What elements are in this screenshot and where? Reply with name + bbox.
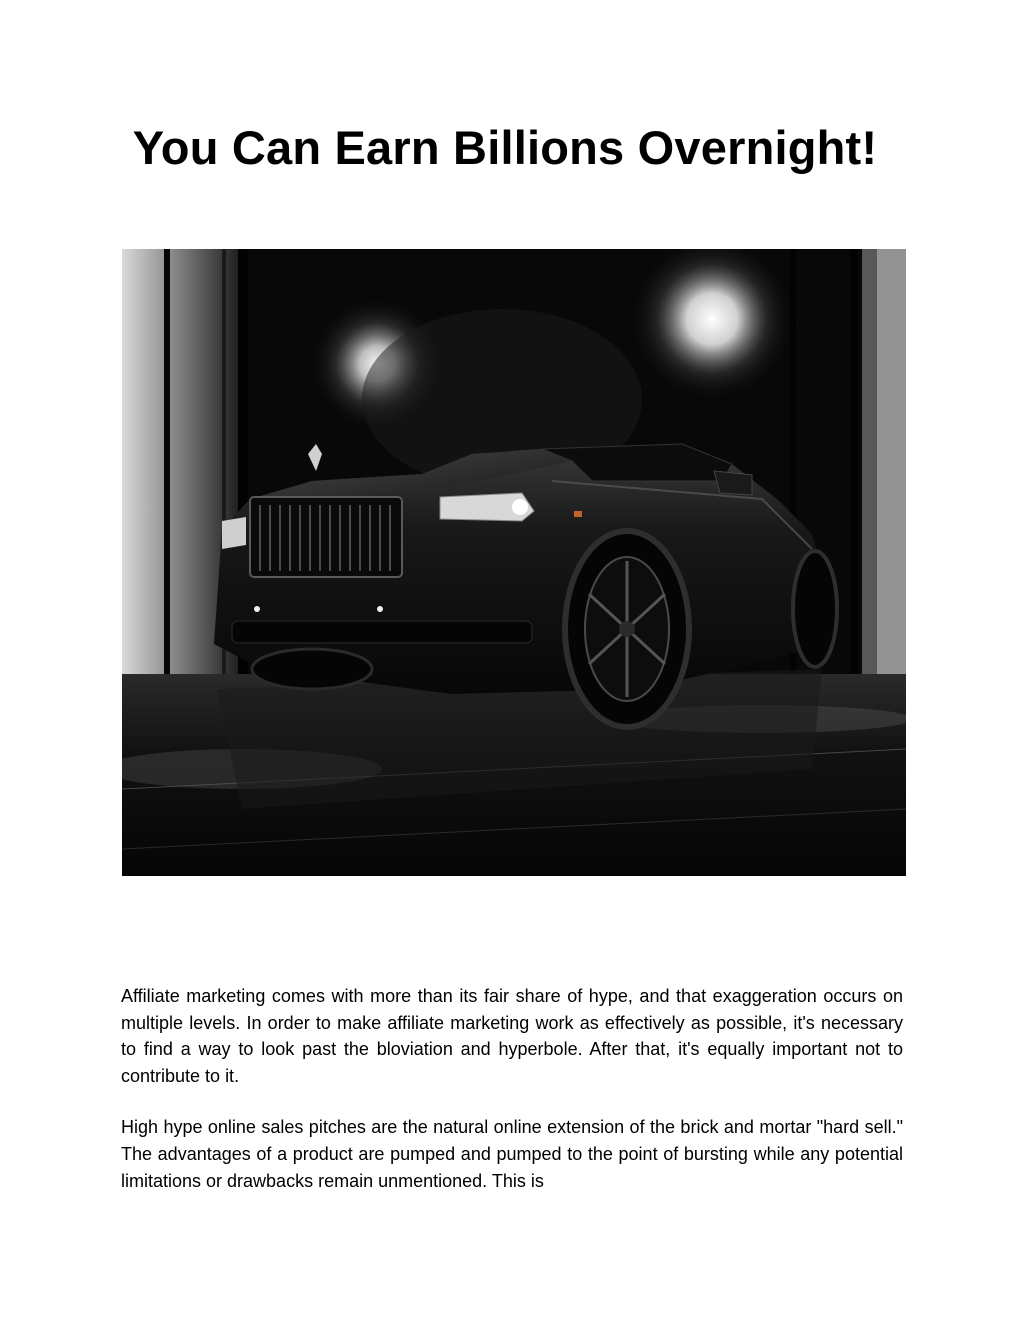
paragraph: High hype online sales pitches are the natural online extension of the brick and mortar "hard sell." The advantages of a product are pumped and pumped to the point of bursting while any potential limitations or drawbacks remain unmentioned. This is <box>121 1117 903 1191</box>
page-title: You Can Earn Billions Overnight! <box>132 121 878 174</box>
car-photo <box>122 249 906 876</box>
article-body <box>121 983 903 1219</box>
paragraph: Affiliate marketing comes with more than its fair share of hype, and that exaggeration occurs on multiple levels. In order to make affiliate marketing work as effectively as possible, it's necessary to find a way to look past the bloviation and hyperbole. After that, it's equally important not to contribute to it. <box>121 986 903 1086</box>
car-photo-illustration <box>122 249 906 876</box>
